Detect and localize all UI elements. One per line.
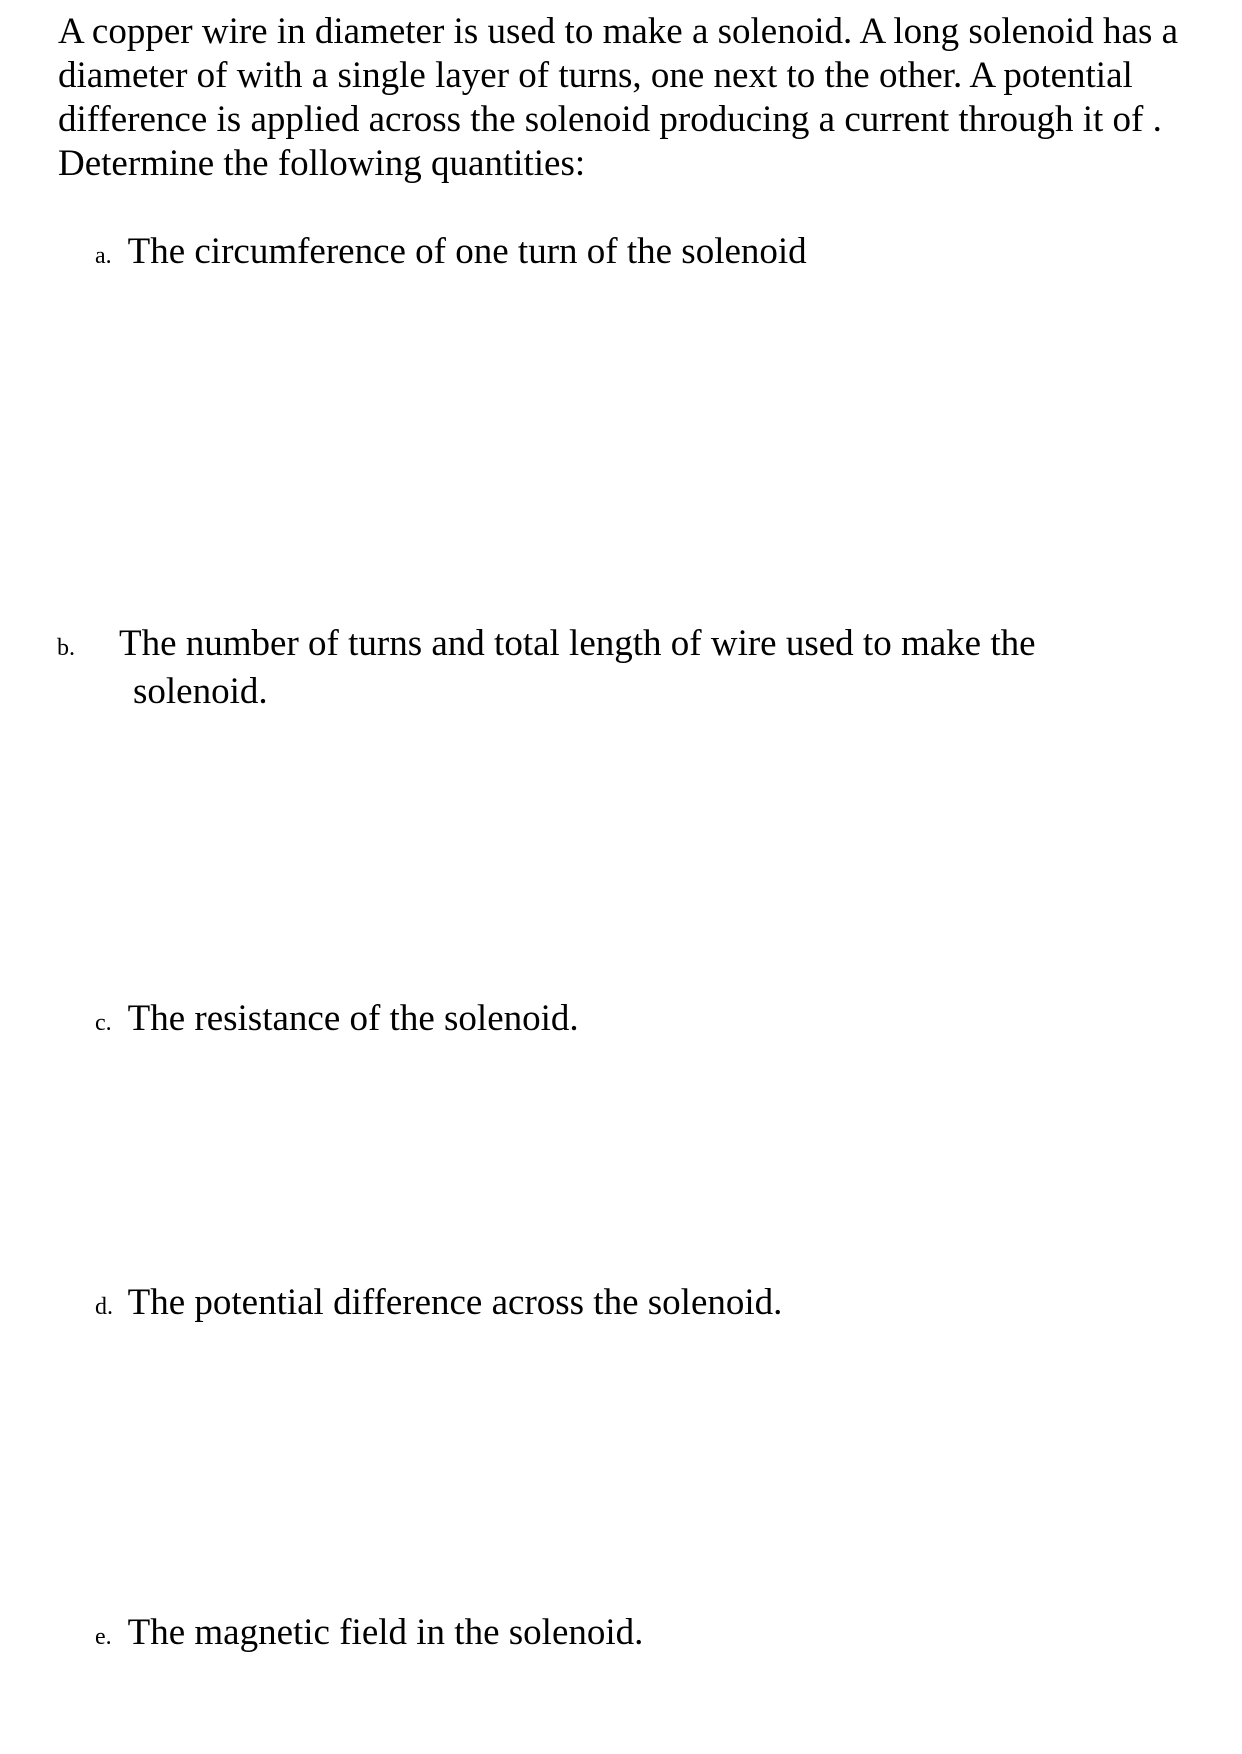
question-marker: c.: [95, 1010, 112, 1036]
question-e: [95, 1611, 1095, 1659]
question-marker: b.: [57, 635, 75, 661]
question-text: The number of turns and total length of wire used to make the solenoid.: [119, 623, 1036, 712]
question-b: [57, 622, 1085, 713]
question-text: The resistance of the solenoid.: [127, 998, 579, 1039]
question-marker: a.: [95, 243, 112, 269]
question-text: The potential difference across the solenoid.: [127, 1282, 783, 1323]
question-text: The circumference of one turn of the solenoid: [127, 231, 807, 272]
problem-statement: A copper wire in diameter is used to make a solenoid. A long solenoid has a diameter of with a single layer of turns, one next to the other. A potential difference is applied across the solenoid producing a current through it of . Determine the following quantities:: [58, 11, 1179, 184]
question-text: The magnetic field in the solenoid.: [127, 1612, 644, 1653]
question-marker: e.: [95, 1624, 112, 1650]
question-marker: d.: [95, 1294, 113, 1320]
question-d: [95, 1281, 1095, 1329]
question-b-wrap: [57, 622, 1085, 713]
question-a: [95, 230, 1095, 278]
question-c: [95, 997, 1095, 1045]
